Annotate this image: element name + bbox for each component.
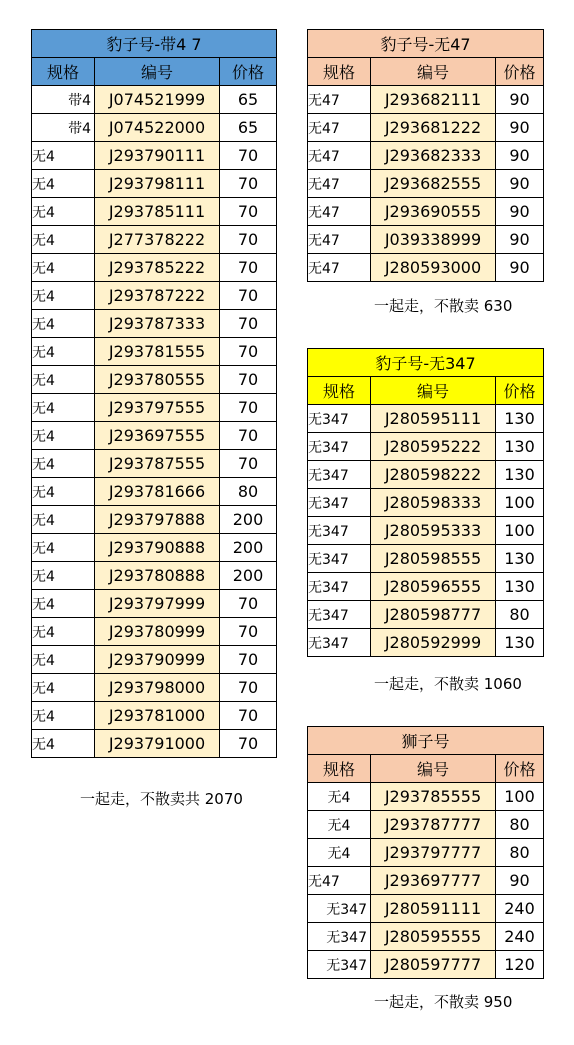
cell-spec: 无4 bbox=[32, 142, 95, 170]
cell-price: 70 bbox=[220, 646, 277, 674]
cell-price: 70 bbox=[220, 590, 277, 618]
table-row bbox=[308, 461, 544, 489]
cell-price: 70 bbox=[220, 338, 277, 366]
cell-spec: 无347 bbox=[308, 573, 371, 601]
cell-price: 65 bbox=[220, 86, 277, 114]
cell-code: J293797999 bbox=[95, 590, 220, 618]
cell-price: 70 bbox=[220, 702, 277, 730]
header-code: 编号 bbox=[371, 755, 496, 783]
cell-spec: 无4 bbox=[32, 310, 95, 338]
cell-code: J293785555 bbox=[371, 783, 496, 811]
cell-spec: 无4 bbox=[32, 198, 95, 226]
cell-code: J293787333 bbox=[95, 310, 220, 338]
header-spec: 规格 bbox=[308, 755, 371, 783]
table-row bbox=[32, 142, 277, 170]
table-row bbox=[308, 170, 544, 198]
table-row bbox=[32, 450, 277, 478]
cell-price: 90 bbox=[496, 114, 544, 142]
cell-code: J280597777 bbox=[371, 951, 496, 979]
table-row bbox=[32, 730, 277, 758]
cell-code: J074521999 bbox=[95, 86, 220, 114]
cell-price: 100 bbox=[496, 783, 544, 811]
cell-price: 80 bbox=[496, 839, 544, 867]
table-header-row bbox=[32, 58, 277, 86]
cell-code: J293781000 bbox=[95, 702, 220, 730]
table-row bbox=[32, 506, 277, 534]
cell-price: 120 bbox=[496, 951, 544, 979]
cell-spec: 带4 bbox=[32, 86, 95, 114]
cell-price: 70 bbox=[220, 198, 277, 226]
table-row bbox=[32, 366, 277, 394]
cell-spec: 无4 bbox=[32, 282, 95, 310]
header-price: 价格 bbox=[496, 755, 544, 783]
table-row bbox=[32, 198, 277, 226]
cell-spec: 无4 bbox=[32, 730, 95, 758]
cell-spec: 无47 bbox=[308, 867, 371, 895]
table-row bbox=[32, 254, 277, 282]
table-row bbox=[32, 674, 277, 702]
cell-spec: 无47 bbox=[308, 142, 371, 170]
cell-code: J280595555 bbox=[371, 923, 496, 951]
cell-spec: 无4 bbox=[32, 646, 95, 674]
cell-spec: 无4 bbox=[32, 338, 95, 366]
cell-price: 100 bbox=[496, 517, 544, 545]
cell-price: 130 bbox=[496, 629, 544, 657]
cell-price: 90 bbox=[496, 86, 544, 114]
cell-price: 70 bbox=[220, 366, 277, 394]
table-row bbox=[308, 226, 544, 254]
cell-price: 240 bbox=[496, 923, 544, 951]
cell-price: 240 bbox=[496, 895, 544, 923]
cell-code: J293798000 bbox=[95, 674, 220, 702]
cell-spec: 无4 bbox=[32, 562, 95, 590]
cell-price: 80 bbox=[220, 478, 277, 506]
cell-price: 70 bbox=[220, 422, 277, 450]
cell-code: J293780555 bbox=[95, 366, 220, 394]
table-row bbox=[308, 433, 544, 461]
cell-spec: 无347 bbox=[308, 895, 371, 923]
cell-spec: 无4 bbox=[32, 170, 95, 198]
cell-spec: 无4 bbox=[32, 226, 95, 254]
cell-price: 200 bbox=[220, 506, 277, 534]
cell-price: 90 bbox=[496, 226, 544, 254]
cell-code: J280598555 bbox=[371, 545, 496, 573]
table-body bbox=[308, 405, 544, 657]
header-spec: 规格 bbox=[308, 377, 371, 405]
cell-spec: 无4 bbox=[32, 394, 95, 422]
table-title: 狮子号 bbox=[308, 727, 544, 755]
cell-code: J293690555 bbox=[371, 198, 496, 226]
cell-code: J293797888 bbox=[95, 506, 220, 534]
table-row bbox=[32, 590, 277, 618]
cell-code: J293790999 bbox=[95, 646, 220, 674]
cell-price: 70 bbox=[220, 142, 277, 170]
table-row bbox=[308, 114, 544, 142]
cell-code: J280595222 bbox=[371, 433, 496, 461]
table-body bbox=[308, 86, 544, 282]
table-body bbox=[308, 783, 544, 979]
table-header-row bbox=[308, 58, 544, 86]
cell-price: 70 bbox=[220, 394, 277, 422]
header-price: 价格 bbox=[220, 58, 277, 86]
cell-price: 70 bbox=[220, 674, 277, 702]
cell-spec: 无347 bbox=[308, 923, 371, 951]
cell-spec: 无347 bbox=[308, 461, 371, 489]
cell-price: 90 bbox=[496, 254, 544, 282]
cell-spec: 无47 bbox=[308, 170, 371, 198]
table-title-row bbox=[308, 30, 544, 58]
cell-spec: 无4 bbox=[32, 450, 95, 478]
table-row bbox=[308, 923, 544, 951]
cell-code: J293791000 bbox=[95, 730, 220, 758]
cell-code: J293797777 bbox=[371, 839, 496, 867]
cell-spec: 无347 bbox=[308, 601, 371, 629]
cell-spec: 无4 bbox=[32, 590, 95, 618]
cell-code: J280598333 bbox=[371, 489, 496, 517]
cell-spec: 无347 bbox=[308, 489, 371, 517]
table-row bbox=[32, 226, 277, 254]
cell-code: J277378222 bbox=[95, 226, 220, 254]
table-row bbox=[32, 702, 277, 730]
table-row bbox=[308, 198, 544, 226]
table-row bbox=[308, 629, 544, 657]
table-row bbox=[32, 562, 277, 590]
table-title-row bbox=[308, 349, 544, 377]
table1-total: 一起走，不散卖共 2070 bbox=[80, 790, 243, 808]
table-row bbox=[308, 545, 544, 573]
header-code: 编号 bbox=[371, 58, 496, 86]
cell-code: J293790888 bbox=[95, 534, 220, 562]
cell-spec: 无4 bbox=[32, 422, 95, 450]
cell-code: J280595111 bbox=[371, 405, 496, 433]
table-row bbox=[32, 282, 277, 310]
table-row bbox=[32, 618, 277, 646]
table-row bbox=[308, 783, 544, 811]
table-leopard-without-347 bbox=[307, 348, 544, 657]
cell-spec: 无47 bbox=[308, 226, 371, 254]
cell-code: J293787222 bbox=[95, 282, 220, 310]
cell-code: J293781555 bbox=[95, 338, 220, 366]
table-row bbox=[308, 489, 544, 517]
header-price: 价格 bbox=[496, 377, 544, 405]
table-row bbox=[308, 142, 544, 170]
cell-price: 70 bbox=[220, 450, 277, 478]
table-row bbox=[308, 839, 544, 867]
table-title-row bbox=[308, 727, 544, 755]
table-row bbox=[32, 394, 277, 422]
cell-spec: 无347 bbox=[308, 629, 371, 657]
cell-price: 65 bbox=[220, 114, 277, 142]
table-row bbox=[308, 517, 544, 545]
table-row bbox=[308, 951, 544, 979]
cell-code: J293790111 bbox=[95, 142, 220, 170]
cell-code: J293697555 bbox=[95, 422, 220, 450]
table-row bbox=[308, 867, 544, 895]
table-row bbox=[308, 895, 544, 923]
cell-price: 70 bbox=[220, 254, 277, 282]
cell-spec: 无4 bbox=[308, 811, 371, 839]
table-row bbox=[32, 338, 277, 366]
cell-price: 90 bbox=[496, 867, 544, 895]
table-row bbox=[308, 405, 544, 433]
cell-price: 70 bbox=[220, 730, 277, 758]
cell-code: J293785111 bbox=[95, 198, 220, 226]
cell-price: 70 bbox=[220, 618, 277, 646]
table-row bbox=[308, 254, 544, 282]
cell-code: J293785222 bbox=[95, 254, 220, 282]
cell-code: J293787777 bbox=[371, 811, 496, 839]
cell-code: J293682333 bbox=[371, 142, 496, 170]
cell-spec: 无4 bbox=[308, 783, 371, 811]
table-row bbox=[308, 573, 544, 601]
table3-total: 一起走，不散卖 1060 bbox=[374, 675, 522, 693]
cell-code: J280593000 bbox=[371, 254, 496, 282]
cell-spec: 无4 bbox=[32, 702, 95, 730]
cell-spec: 无4 bbox=[308, 839, 371, 867]
table-row bbox=[32, 310, 277, 338]
table-leopard-without-47 bbox=[307, 29, 544, 282]
cell-code: J280596555 bbox=[371, 573, 496, 601]
table4-total: 一起走，不散卖 950 bbox=[374, 993, 513, 1011]
cell-code: J293787555 bbox=[95, 450, 220, 478]
header-code: 编号 bbox=[95, 58, 220, 86]
table-row bbox=[308, 811, 544, 839]
table2-total: 一起走，不散卖 630 bbox=[374, 297, 513, 315]
cell-spec: 无347 bbox=[308, 951, 371, 979]
cell-code: J293780999 bbox=[95, 618, 220, 646]
cell-price: 130 bbox=[496, 405, 544, 433]
table-row bbox=[308, 86, 544, 114]
cell-price: 90 bbox=[496, 198, 544, 226]
cell-spec: 无347 bbox=[308, 405, 371, 433]
cell-price: 90 bbox=[496, 142, 544, 170]
cell-price: 130 bbox=[496, 545, 544, 573]
cell-price: 200 bbox=[220, 534, 277, 562]
table-title-row bbox=[32, 30, 277, 58]
table-row bbox=[32, 114, 277, 142]
cell-spec: 无4 bbox=[32, 506, 95, 534]
cell-code: J280598777 bbox=[371, 601, 496, 629]
cell-spec: 带4 bbox=[32, 114, 95, 142]
cell-price: 70 bbox=[220, 226, 277, 254]
cell-code: J293797555 bbox=[95, 394, 220, 422]
cell-spec: 无47 bbox=[308, 254, 371, 282]
cell-spec: 无47 bbox=[308, 86, 371, 114]
cell-code: J293780888 bbox=[95, 562, 220, 590]
cell-spec: 无4 bbox=[32, 674, 95, 702]
table-row bbox=[32, 422, 277, 450]
cell-price: 80 bbox=[496, 811, 544, 839]
cell-code: J280598222 bbox=[371, 461, 496, 489]
cell-code: J280592999 bbox=[371, 629, 496, 657]
cell-spec: 无347 bbox=[308, 433, 371, 461]
cell-code: J293682555 bbox=[371, 170, 496, 198]
header-price: 价格 bbox=[496, 58, 544, 86]
cell-price: 70 bbox=[220, 170, 277, 198]
cell-spec: 无347 bbox=[308, 545, 371, 573]
table-header-row bbox=[308, 377, 544, 405]
header-spec: 规格 bbox=[32, 58, 95, 86]
cell-spec: 无4 bbox=[32, 534, 95, 562]
table-row bbox=[32, 86, 277, 114]
cell-price: 130 bbox=[496, 433, 544, 461]
cell-code: J293697777 bbox=[371, 867, 496, 895]
table-title: 豹子号-无47 bbox=[308, 30, 544, 58]
table-title: 豹子号-带4 7 bbox=[32, 30, 277, 58]
cell-code: J280595333 bbox=[371, 517, 496, 545]
cell-code: J039338999 bbox=[371, 226, 496, 254]
cell-code: J293798111 bbox=[95, 170, 220, 198]
table-row bbox=[32, 646, 277, 674]
cell-spec: 无347 bbox=[308, 517, 371, 545]
cell-price: 80 bbox=[496, 601, 544, 629]
cell-code: J293781666 bbox=[95, 478, 220, 506]
cell-spec: 无47 bbox=[308, 198, 371, 226]
header-spec: 规格 bbox=[308, 58, 371, 86]
cell-price: 130 bbox=[496, 461, 544, 489]
cell-spec: 无4 bbox=[32, 618, 95, 646]
cell-price: 100 bbox=[496, 489, 544, 517]
table-title: 豹子号-无347 bbox=[308, 349, 544, 377]
cell-spec: 无4 bbox=[32, 254, 95, 282]
table-row bbox=[308, 601, 544, 629]
table-row bbox=[32, 170, 277, 198]
cell-spec: 无47 bbox=[308, 114, 371, 142]
cell-price: 70 bbox=[220, 310, 277, 338]
header-code: 编号 bbox=[371, 377, 496, 405]
table-lion bbox=[307, 726, 544, 979]
cell-code: J293681222 bbox=[371, 114, 496, 142]
cell-spec: 无4 bbox=[32, 366, 95, 394]
cell-price: 200 bbox=[220, 562, 277, 590]
cell-price: 130 bbox=[496, 573, 544, 601]
cell-code: J074522000 bbox=[95, 114, 220, 142]
cell-price: 70 bbox=[220, 282, 277, 310]
table-row bbox=[32, 478, 277, 506]
table-body bbox=[32, 86, 277, 758]
cell-code: J293682111 bbox=[371, 86, 496, 114]
table-header-row bbox=[308, 755, 544, 783]
cell-code: J280591111 bbox=[371, 895, 496, 923]
cell-spec: 无4 bbox=[32, 478, 95, 506]
cell-price: 90 bbox=[496, 170, 544, 198]
table-row bbox=[32, 534, 277, 562]
table-leopard-with-4-7 bbox=[31, 29, 277, 758]
